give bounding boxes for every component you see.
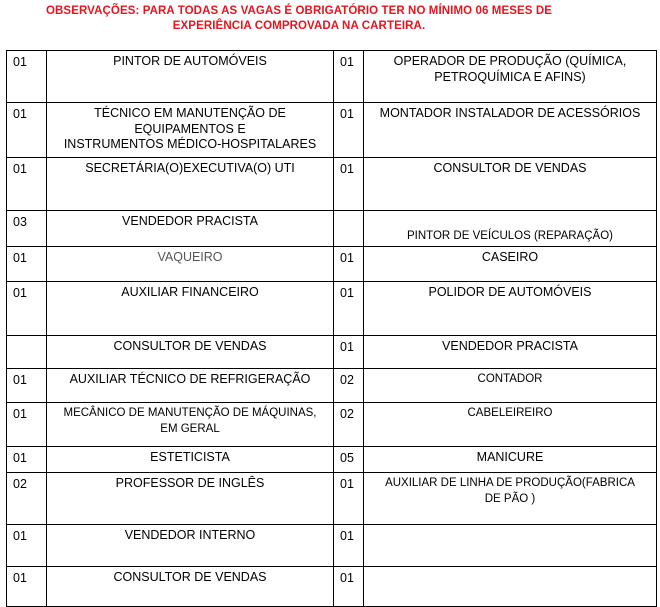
right-quantity: 01 [334, 247, 364, 282]
right-job-title: CONTADOR [364, 369, 657, 403]
right-job-title: AUXILIAR DE LINHA DE PRODUÇÃO(FABRICA DE PÃO ) [364, 473, 657, 525]
table-row [7, 247, 657, 282]
left-job-title: VENDEDOR PRACISTA [47, 211, 334, 247]
left-job-title: CONSULTOR DE VENDAS [47, 567, 334, 607]
right-quantity: 01 [334, 473, 364, 525]
left-job-title: SECRETÁRIA(O)EXECUTIVA(O) UTI [47, 158, 334, 211]
left-job-title: MECÂNICO DE MANUTENÇÃO DE MÁQUINAS, EM GERAL [47, 403, 334, 447]
table-row [7, 403, 657, 447]
left-quantity: 01 [7, 282, 47, 336]
left-job-title: AUXILIAR TÉCNICO DE REFRIGERAÇÃO [47, 369, 334, 403]
left-job-title: VAQUEIRO [47, 247, 334, 282]
table-row [7, 525, 657, 567]
right-quantity: 01 [334, 51, 364, 103]
left-quantity: 01 [7, 567, 47, 607]
right-quantity: 02 [334, 403, 364, 447]
table-row [7, 282, 657, 336]
right-job-title: MANICURE [364, 447, 657, 473]
right-quantity: 05 [334, 447, 364, 473]
left-quantity: 01 [7, 51, 47, 103]
right-quantity: 02 [334, 369, 364, 403]
left-job-title: VENDEDOR INTERNO [47, 525, 334, 567]
right-job-title: OPERADOR DE PRODUÇÃO (QUÍMICA, PETROQUÍMICA E AFINS) [364, 51, 657, 103]
right-job-title: VENDEDOR PRACISTA [364, 336, 657, 369]
right-quantity: 01 [334, 282, 364, 336]
left-job-title: ESTETICISTA [47, 447, 334, 473]
requirements-notice [0, 4, 598, 34]
right-quantity: 01 [334, 103, 364, 158]
left-quantity: 02 [7, 473, 47, 525]
table-row [7, 369, 657, 403]
left-quantity: 01 [7, 447, 47, 473]
table-row [7, 447, 657, 473]
left-quantity: 01 [7, 525, 47, 567]
left-quantity: 01 [7, 369, 47, 403]
left-quantity [7, 336, 47, 369]
table-row [7, 473, 657, 525]
left-quantity: 01 [7, 403, 47, 447]
right-job-title: POLIDOR DE AUTOMÓVEIS [364, 282, 657, 336]
table-row [7, 336, 657, 369]
left-quantity: 01 [7, 158, 47, 211]
left-quantity: 01 [7, 103, 47, 158]
right-quantity: 01 [334, 567, 364, 607]
left-job-title: PROFESSOR DE INGLÊS [47, 473, 334, 525]
right-quantity: 01 [334, 525, 364, 567]
right-job-title: CASEIRO [364, 247, 657, 282]
right-job-title: CONSULTOR DE VENDAS [364, 158, 657, 211]
table-row [7, 211, 657, 247]
job-vacancies-table [6, 50, 657, 607]
right-job-title: MONTADOR INSTALADOR DE ACESSÓRIOS [364, 103, 657, 158]
left-job-title: CONSULTOR DE VENDAS [47, 336, 334, 369]
right-quantity: 01 [334, 336, 364, 369]
right-job-title: CABELEIREIRO [364, 403, 657, 447]
table-row [7, 103, 657, 158]
left-job-title: TÉCNICO EM MANUTENÇÃO DE EQUIPAMENTOS E INSTRUMENTOS MÉDICO-HOSPITALARES [47, 103, 334, 158]
right-job-title [364, 567, 657, 607]
right-quantity [334, 211, 364, 247]
right-quantity: 01 [334, 158, 364, 211]
left-quantity: 03 [7, 211, 47, 247]
right-job-title [364, 525, 657, 567]
table-row [7, 158, 657, 211]
table-row [7, 51, 657, 103]
left-quantity: 01 [7, 247, 47, 282]
left-job-title: AUXILIAR FINANCEIRO [47, 282, 334, 336]
table-row [7, 567, 657, 607]
notice-line-1: OBSERVAÇÕES: PARA TODAS AS VAGAS É OBRIGATÓRIO TER NO MÍNIMO 06 MESES DE [45, 5, 553, 17]
left-job-title: PINTOR DE AUTOMÓVEIS [47, 51, 334, 103]
right-job-title: PINTOR DE VEÍCULOS (REPARAÇÃO) [364, 211, 657, 247]
notice-line-2: EXPERIÊNCIA COMPROVADA NA CARTEIRA. [172, 20, 426, 32]
